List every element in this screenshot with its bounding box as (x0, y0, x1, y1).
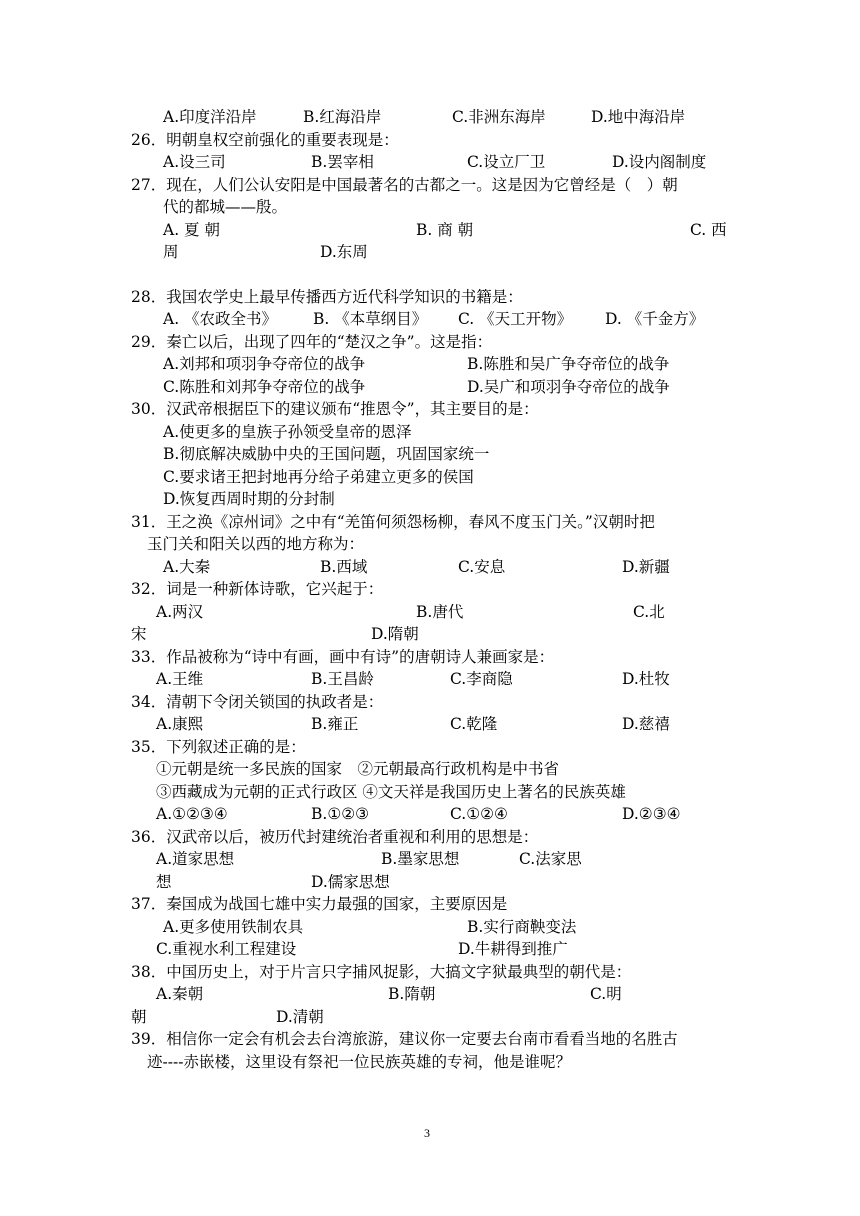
q30-option-c: C.要求诸王把封地再分给子弟建立更多的侯国 (163, 468, 474, 486)
q25-option-d: D.地中海沿岸 (591, 108, 686, 126)
q27-option-c-cont: 周 (163, 243, 179, 261)
q32-stem: 32．词是一种新体诗歌，它兴起于： (131, 580, 384, 598)
q33-stem: 33．作品被称为“诗中有画，画中有诗”的唐朝诗人兼画家是： (131, 648, 555, 666)
q35-option-b: B.①②③ (311, 805, 370, 823)
q26-option-b: B.罢宰相 (311, 153, 374, 171)
q33-option-d: D.杜牧 (622, 670, 670, 688)
q36-option-b: B.墨家思想 (381, 850, 460, 868)
q38-option-d: D.清朝 (276, 1008, 324, 1026)
q26-option-a: A.设三司 (163, 153, 226, 171)
q35-option-c: C.①②④ (450, 805, 508, 823)
q37-option-b: B.实行商鞅变法 (467, 918, 577, 936)
page-number: 3 (424, 1126, 430, 1140)
q34-stem: 34．清朝下令闭关锁国的执政者是： (131, 693, 384, 711)
q33-option-b: B.王昌龄 (311, 670, 374, 688)
q38-option-c-cont: 朝 (131, 1008, 147, 1026)
q38-option-b: B.隋朝 (388, 985, 436, 1003)
q29-option-a: A.刘邦和项羽争夺帝位的战争 (163, 355, 366, 373)
q31-stem-line1: 31．王之涣《凉州词》之中有“羌笛何须怨杨柳，春风不度玉门关。”汉朝时把 (131, 513, 655, 531)
q37-option-c: C.重视水利工程建设 (156, 940, 297, 958)
q36-option-d: D.儒家思想 (311, 873, 390, 891)
q30-option-d: D.恢复西周时期的分封制 (163, 490, 335, 508)
q39-stem-line1: 39．相信你一定会有机会去台湾旅游，建议你一定要去台南市看看当地的名胜古 (131, 1030, 678, 1048)
q39-stem-line2: 迹----赤嵌楼，这里设有祭祀一位民族英雄的专祠，他是谁呢？ (147, 1053, 571, 1071)
q38-option-a: A.秦朝 (156, 985, 204, 1003)
q36-option-a: A.道家思想 (156, 850, 235, 868)
q34-option-c: C.乾隆 (450, 715, 498, 733)
q30-stem: 30．汉武帝根据臣下的建议颁布“推恩令”，其主要目的是： (131, 400, 539, 418)
q35-stem: 35．下列叙述正确的是： (131, 738, 306, 756)
q35-option-d: D.②③④ (622, 805, 681, 823)
q28-option-a: A. 《农政全书》 (163, 310, 278, 328)
q35-option-a: A.①②③④ (156, 805, 228, 823)
q34-option-a: A.康熙 (156, 715, 204, 733)
q30-option-b: B.彻底解决威胁中央的王国问题，巩固国家统一 (163, 445, 490, 463)
q28-option-b: B. 《本草纲目》 (313, 310, 428, 328)
q26-option-c: C.设立厂卫 (467, 153, 546, 171)
q31-option-c: C.安息 (458, 558, 506, 576)
q31-option-a: A.大秦 (163, 558, 211, 576)
q27-stem-line1: 27．现在，人们公认安阳是中国最著名的古都之一。这是因为它曾经是（ ）朝 (131, 176, 678, 194)
q33-option-a: A.王维 (156, 670, 204, 688)
q27-option-a: A. 夏 朝 (163, 221, 220, 239)
q32-option-d: D.隋朝 (371, 625, 419, 643)
q26-option-d: D.设内阁制度 (612, 153, 707, 171)
q34-option-b: B.雍正 (311, 715, 359, 733)
q29-option-d: D.吴广和项羽争夺帝位的战争 (467, 378, 670, 396)
q35-statements-line2: ③西藏成为元朝的正式行政区 ④文天祥是我国历史上著名的民族英雄 (156, 783, 626, 801)
q32-option-c-cont: 宋 (131, 625, 147, 643)
q26-stem: 26．明朝皇权空前强化的重要表现是： (131, 131, 399, 149)
q31-stem-line2: 玉门关和阳关以西的地方称为： (147, 535, 365, 553)
q27-option-b: B. 商 朝 (416, 221, 474, 239)
q36-option-c-cont: 想 (156, 873, 172, 891)
q30-option-a: A.使更多的皇族子孙领受皇帝的恩泽 (163, 423, 412, 441)
q31-option-b: B.西域 (320, 558, 368, 576)
q27-option-c: C. 西 (690, 221, 727, 239)
q29-stem: 29．秦亡以后，出现了四年的“楚汉之争”。这是指： (131, 333, 493, 351)
q29-option-b: B.陈胜和吴广争夺帝位的战争 (467, 355, 670, 373)
q36-option-c: C.法家思 (519, 850, 582, 868)
q27-option-d: D.东周 (320, 243, 368, 261)
q28-option-d: D. 《千金方》 (605, 310, 705, 328)
q34-option-d: D.慈禧 (622, 715, 670, 733)
q38-stem: 38．中国历史上，对于片言只字捕风捉影，大搞文字狱最典型的朝代是： (131, 963, 632, 981)
q32-option-b: B.唐代 (416, 603, 464, 621)
q36-stem: 36．汉武帝以后，被历代封建统治者重视和利用的思想是： (131, 828, 539, 846)
q35-statements-line1: ①元朝是统一多民族的国家 ②元朝最高行政机构是中书省 (156, 760, 560, 778)
q37-option-d: D.牛耕得到推广 (458, 940, 568, 958)
q32-option-a: A.两汉 (156, 603, 204, 621)
q25-option-b: B.红海沿岸 (303, 108, 382, 126)
q38-option-c: C.明 (590, 985, 622, 1003)
q31-option-d: D.新疆 (622, 558, 670, 576)
q25-option-c: C.非洲东海岸 (452, 108, 546, 126)
q28-stem: 28．我国农学史上最早传播西方近代科学知识的书籍是： (131, 288, 523, 306)
q27-stem-line2: 代的都城——殷。 (163, 198, 288, 216)
q25-option-a: A.印度洋沿岸 (163, 108, 257, 126)
q33-option-c: C.李商隐 (450, 670, 513, 688)
q29-option-c: C.陈胜和刘邦争夺帝位的战争 (163, 378, 366, 396)
q37-stem: 37．秦国成为战国七雄中实力最强的国家，主要原因是 (131, 895, 508, 913)
q28-option-c: C. 《天工开物》 (458, 310, 573, 328)
q37-option-a: A.更多使用铁制农具 (163, 918, 304, 936)
q32-option-c: C.北 (633, 603, 665, 621)
